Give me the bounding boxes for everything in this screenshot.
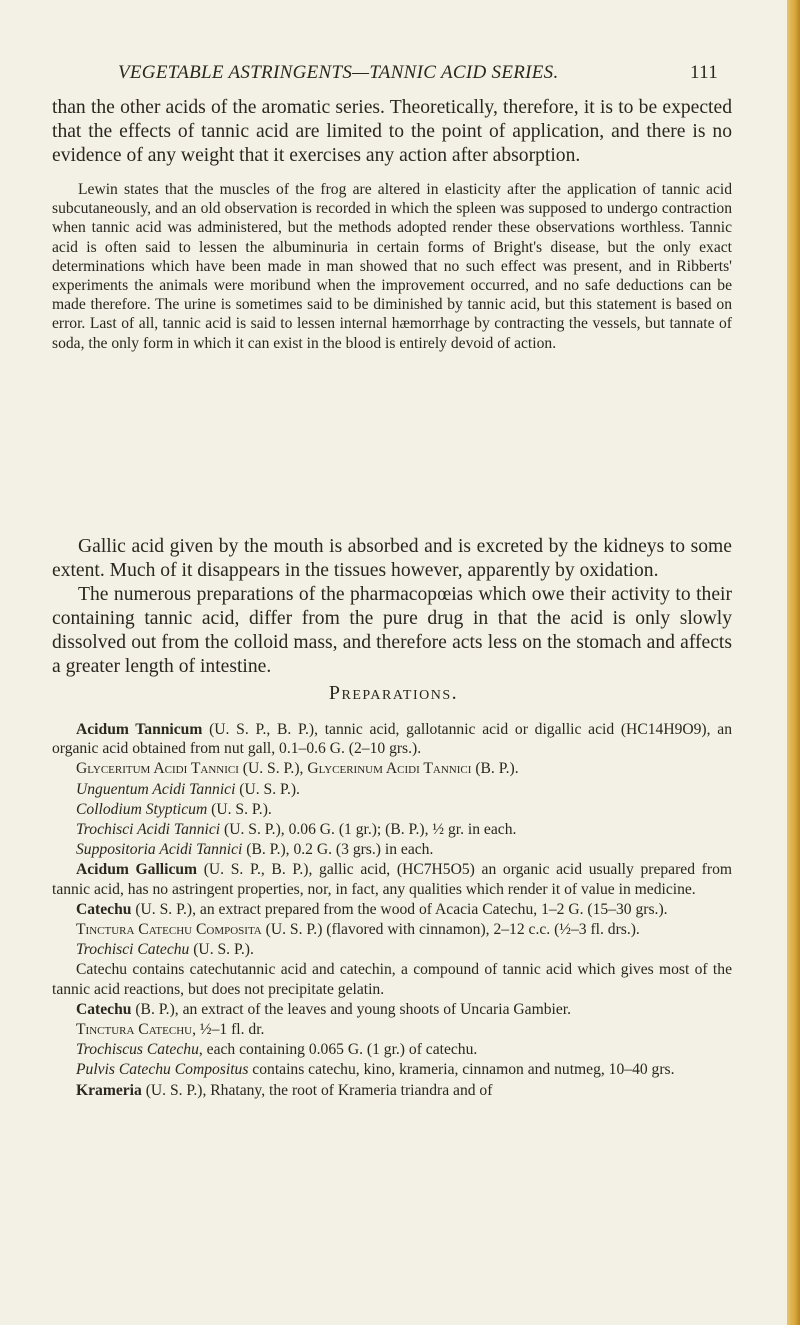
paragraph-3: Gallic acid given by the mouth is absorbed and is excreted by the kidneys to some extent. Much of it disappears in the tissues however, apparently by oxidation. bbox=[52, 536, 732, 581]
paragraph-1: than the other acids of the aromatic series. Theoretically, therefore, it is to be expected that the effects of tannic acid are limited to the point of application, and there is no evidence of any weight that it exercises any action after absorption. bbox=[52, 97, 732, 166]
prep-entry: Tinctura Catechu, ½–1 fl. dr. bbox=[76, 1021, 265, 1039]
prep-name: Krameria bbox=[76, 1081, 142, 1099]
prep-entry: Collodium Stypticum (U. S. P.). bbox=[76, 800, 272, 818]
prep-entry: Trochisci Catechu (U. S. P.). bbox=[76, 941, 254, 959]
prep-name: Unguentum Acidi Tannici bbox=[76, 780, 236, 798]
prep-name: Pulvis Catechu Compositus bbox=[76, 1061, 249, 1079]
paragraph-gallic bbox=[52, 535, 732, 679]
prep-entry: Unguentum Acidi Tannici (U. S. P.). bbox=[76, 780, 300, 798]
running-head-title: VEGETABLE ASTRINGENTS—TANNIC ACID SERIES. bbox=[118, 62, 559, 83]
running-head bbox=[118, 62, 718, 84]
paragraph-small-print bbox=[52, 180, 732, 353]
prep-entry: Acidum Tannicum (U. S. P., B. P.), tannic acid, gallotannic acid or digallic acid (HC14H9O9), an organic acid obtained from nut gall, 0.1–0.6 G. (2–10 grs.). bbox=[52, 721, 732, 758]
prep-entry: Trochiscus Catechu, each containing 0.065 G. (1 gr.) of catechu. bbox=[76, 1041, 478, 1059]
prep-name: Suppositoria Acidi Tannici bbox=[76, 841, 243, 859]
prep-name: Tinctura Catechu Composita bbox=[76, 921, 262, 939]
paragraph-2: Lewin states that the muscles of the frog are altered in elasticity after the application of tannic acid subcutaneously, and an old observation is recorded in which the spleen was supposed to undergo contraction when tannic acid was administered, but the methods adopted render these observations worthless. Tannic acid is often said to lessen the albuminuria in certain forms of Bright's disease, but the only exact determinations which have been made in man showed that no such effect was present, and in Ribberts' experiments the animals were moribund when the improvement occurred, and no safe deductions can be made therefore. The urine is sometimes said to be diminished by tannic acid, but this statement is based on error. Last of all, tannic acid is said to lessen internal hæmorrhage by contracting the vessels, but tannate of soda, the only form in which it can exist in the blood is entirely devoid of action. bbox=[52, 181, 732, 352]
prep-entry: Pulvis Catechu Compositus contains catechu, kino, krameria, cinnamon and nutmeg, 10–40 grs. bbox=[76, 1061, 675, 1079]
prep-entry: Acidum Gallicum (U. S. P., B. P.), gallic acid, (HC7H5O5) an organic acid usually prepared from tannic acid, has no astringent properties, nor, in fact, any qualities which render it of value in medicine. bbox=[52, 861, 732, 898]
prep-note: Catechu contains catechutannic acid and catechin, a compound of tannic acid which gives most of the tannic acid reactions, but does not precipitate gelatin. bbox=[52, 961, 732, 998]
paragraph-intro bbox=[52, 96, 732, 168]
prep-entry: Catechu (B. P.), an extract of the leaves and young shoots of Uncaria Gambier. bbox=[76, 1000, 571, 1018]
prep-entry: Suppositoria Acidi Tannici (B. P.), 0.2 G. (3 grs.) in each. bbox=[76, 841, 434, 859]
prep-entry: Tinctura Catechu Composita (U. S. P.) (flavored with cinnamon), 2–12 c.c. (½–3 fl. drs.). bbox=[76, 921, 640, 939]
prep-name: Tinctura Catechu bbox=[76, 1021, 193, 1039]
prep-name: Trochisci Acidi Tannici bbox=[76, 821, 221, 839]
prep-entry: Glyceritum Acidi Tannici (U. S. P.), Glycerinum Acidi Tannici (B. P.). bbox=[76, 760, 519, 778]
prep-name: Trochisci Catechu bbox=[76, 941, 190, 959]
prep-entry: Trochisci Acidi Tannici (U. S. P.), 0.06 G. (1 gr.); (B. P.), ½ gr. in each. bbox=[76, 821, 517, 839]
page-edge bbox=[787, 0, 800, 1325]
prep-entry: Catechu (U. S. P.), an extract prepared from the wood of Acacia Catechu, 1–2 G. (15–30 grs.). bbox=[76, 900, 668, 918]
paragraph-4: The numerous preparations of the pharmacopœias which owe their activity to their containing tannic acid, differ from the pure drug in that the acid is only slowly dissolved out from the colloid mass, and therefore acts less on the stomach and affects a greater length of intestine. bbox=[52, 584, 732, 677]
prep-entry: Krameria (U. S. P.), Rhatany, the root of Krameria triandra and of bbox=[76, 1081, 493, 1099]
prep-name: Acidum Tannicum bbox=[76, 721, 203, 738]
preparations-list bbox=[52, 720, 732, 1101]
prep-name: Catechu bbox=[76, 900, 132, 918]
prep-name: Acidum Gallicum bbox=[76, 861, 198, 879]
prep-name: Collodium Stypticum bbox=[76, 800, 208, 818]
page-number: 111 bbox=[690, 62, 718, 83]
prep-name: Glyceritum Acidi Tannici bbox=[76, 760, 239, 778]
prep-name: Catechu bbox=[76, 1000, 132, 1018]
prep-name: Trochiscus Catechu bbox=[76, 1041, 199, 1059]
preparations-heading: Preparations. bbox=[328, 682, 459, 704]
